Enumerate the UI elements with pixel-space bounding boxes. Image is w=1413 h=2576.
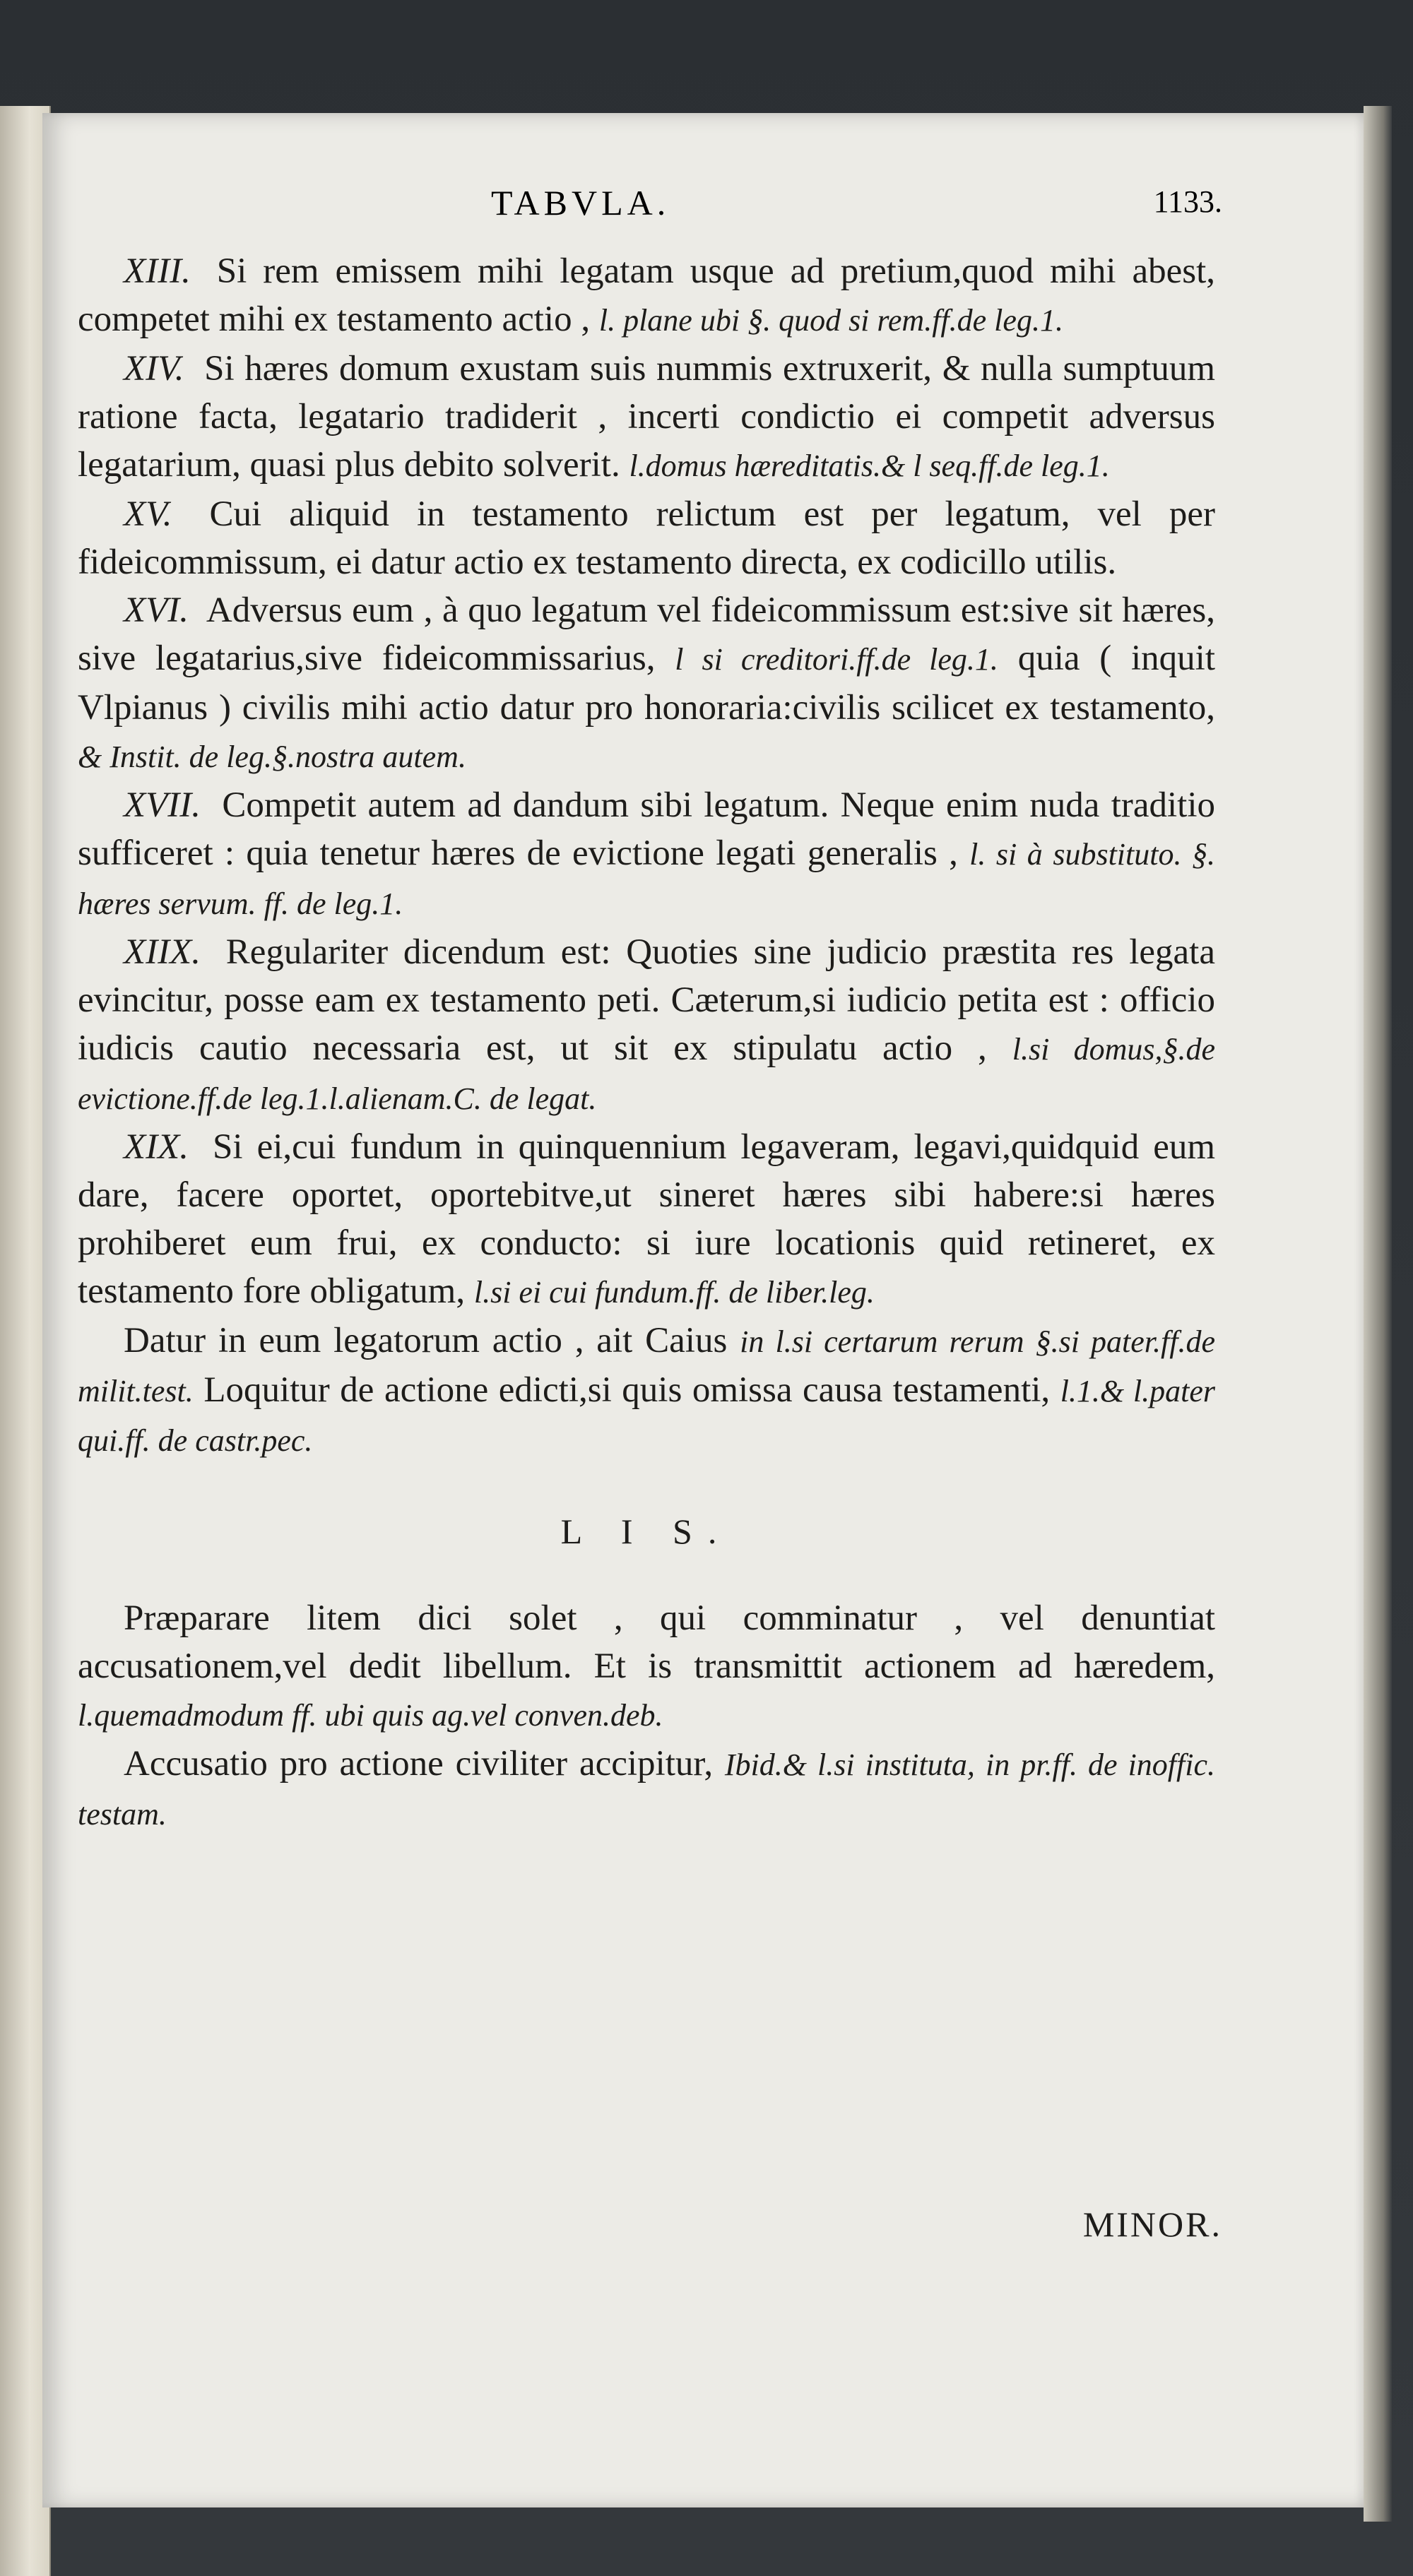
paragraph-text: Si hæres domum exustam suis nummis extruxerit, & nulla sumptuum ratione facta, legatario tradiderit , incerti condictio ei competit adversus legatarium, quasi plus debito solverit.	[78, 349, 1216, 485]
running-title: TABVLA.	[491, 183, 670, 222]
paragraph-number: XVII.	[124, 785, 201, 825]
paragraph-number: XIX.	[124, 1127, 189, 1167]
body-text	[78, 247, 1215, 1839]
citation: l.si domus,§.de evictione.ff.de leg.1.l.alienam.C. de legat.	[78, 1032, 1216, 1116]
citation: l. plane ubi §. quod si rem.ff.de leg.1.	[598, 303, 1063, 338]
catchword: MINOR.	[1082, 2204, 1222, 2244]
paragraph-number: XIII.	[124, 251, 191, 291]
paragraph-text: Cui aliquid in testamento relictum est per legatum, vel per fideicommissum, ei datur actio ex testamento directa, ex codicillo utilis.	[78, 494, 1215, 582]
page-number: 1133.	[1153, 184, 1222, 219]
citation: in l.si certarum rerum §.si pater.ff.de milit.test.	[78, 1324, 1215, 1408]
paragraph-text: Regulariter dicendum est: Quoties sine judicio præstita res legata evincitur, posse eam ex testamento peti. Cæterum,si iudicio petita est : officio iudicis cautio necessaria est, ut sit ex stipulatu actio ,	[78, 932, 1215, 1068]
paragraph-xvi	[78, 586, 1215, 781]
paragraph-text: Adversus eum , à quo legatum vel fideicommissum est:sive sit hæres, sive legatarius,sive fideicommissarius,	[78, 590, 1215, 678]
page-fore-edge	[1364, 106, 1392, 2522]
paragraph-text-continued: quia ( inquit Vlpianus ) civilis mihi actio datur pro honoraria:civilis scilicet ex testamento,	[78, 639, 1216, 728]
paragraph-text: Præparare litem dici solet , qui comminatur , vel denuntiat accusationem,vel dedit libellum. Et is transmittit actionem ad hæredem,	[78, 1598, 1215, 1686]
citation: l.si ei cui fundum.ff. de liber.leg.	[473, 1275, 875, 1310]
paragraph-text-continued: Loquitur de actione edicti,si quis omissa causa testamenti,	[203, 1370, 1051, 1410]
paragraph-text: Datur in eum legatorum actio , ait Caius	[124, 1321, 728, 1360]
paragraph-text: Accusatio pro actione civiliter accipitur,	[124, 1744, 714, 1783]
paragraph-xiv	[78, 345, 1215, 490]
paragraph-number: XV.	[124, 494, 172, 534]
paragraph-xiix	[78, 928, 1215, 1123]
citation: l.quemadmodum ff. ubi quis ag.vel conven.deb.	[78, 1698, 663, 1733]
paragraph-number: XIV.	[124, 349, 184, 388]
paragraph-number: XVI.	[124, 590, 189, 630]
paragraph-text: Competit autem ad dandum sibi legatum. Neque enim nuda traditio sufficeret : quia tenetur hæres de evictione legati generalis ,	[78, 785, 1215, 873]
paragraph-number: XIIX.	[124, 932, 201, 972]
paragraph-datur	[78, 1317, 1215, 1465]
paragraph-xix	[78, 1123, 1215, 1317]
paragraph-xiii	[78, 247, 1215, 345]
paragraph-xv	[78, 490, 1215, 586]
paragraph-text: Si ei,cui fundum in quinquennium legaveram, legavi,quidquid eum dare, facere oportet, oportebitve,ut sineret hæres sibi habere:si hæres prohiberet eum frui, ex conducto: si iure locationis quid retineret, ex testamento fore obligatum,	[78, 1127, 1216, 1311]
paragraph-text: Si rem emissem mihi legatam usque ad pretium,quod mihi abest, competet mihi ex testamento actio ,	[78, 251, 1215, 339]
paragraph-xvii	[78, 781, 1215, 928]
paragraph-lis-1	[78, 1594, 1215, 1740]
citation: & Instit. de leg.§.nostra autem.	[78, 740, 466, 774]
citation: l si creditori.ff.de leg.1.	[675, 642, 998, 677]
citation: Ibid.& l.si instituta, in pr.ff. de inoffic. testam.	[78, 1747, 1216, 1832]
paragraph-lis-2	[78, 1740, 1215, 1839]
section-heading: L I S.	[560, 1512, 733, 1551]
citation: l. si à substituto. §. hæres servum. ff. de leg.1.	[78, 837, 1215, 921]
citation: l.domus hæreditatis.& l seq.ff.de leg.1.	[629, 449, 1110, 483]
citation: l.1.& l.pater qui.ff. de castr.pec.	[78, 1374, 1216, 1458]
running-head	[78, 182, 1222, 232]
